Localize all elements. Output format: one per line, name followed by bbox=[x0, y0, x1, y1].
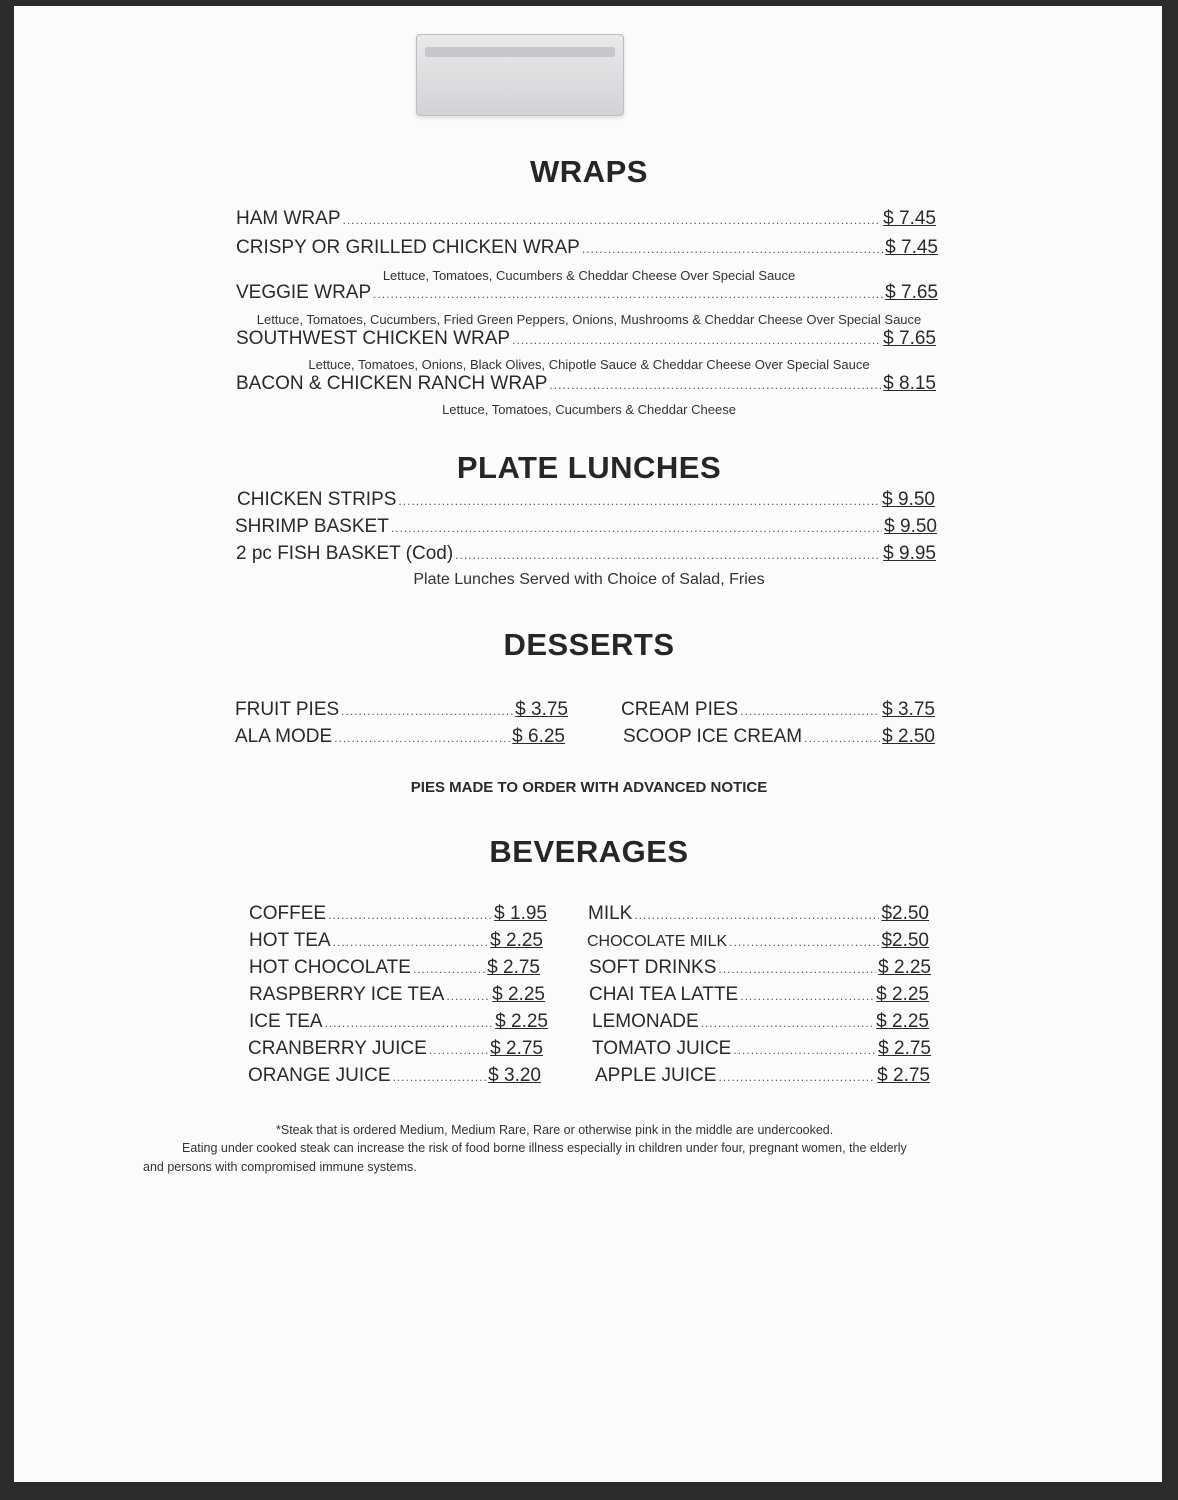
menu-item bbox=[249, 930, 543, 952]
item-name: CHICKEN STRIPS bbox=[237, 489, 397, 510]
item-price: $ 1.95 bbox=[494, 903, 547, 924]
menu-item bbox=[236, 373, 936, 395]
item-price: $ 3.20 bbox=[488, 1065, 541, 1086]
item-name: 2 pc FISH BASKET (Cod) bbox=[236, 543, 454, 564]
item-name: MILK bbox=[588, 903, 633, 924]
item-description: Lettuce, Tomatoes, Cucumbers & Cheddar Cheese bbox=[442, 402, 736, 417]
menu-item bbox=[589, 984, 929, 1006]
item-price: $ 7.45 bbox=[883, 208, 936, 229]
menu-item bbox=[235, 726, 565, 748]
item-name: HOT CHOCOLATE bbox=[249, 957, 411, 978]
menu-item bbox=[592, 1038, 931, 1060]
menu-holder-clip bbox=[416, 34, 624, 116]
item-price: $ 9.50 bbox=[884, 516, 937, 537]
item-price: $ 2.25 bbox=[495, 1011, 548, 1032]
plate-lunches-note: Plate Lunches Served with Choice of Salad, Fries bbox=[413, 571, 765, 588]
menu-item bbox=[235, 516, 937, 538]
menu-item bbox=[587, 930, 929, 952]
item-price: $ 2.75 bbox=[487, 957, 540, 978]
item-price: $ 7.65 bbox=[883, 328, 936, 349]
item-description: Lettuce, Tomatoes, Onions, Black Olives, Chipotle Sauce & Cheddar Cheese Over Special Sauce bbox=[308, 357, 870, 372]
item-price: $ 6.25 bbox=[512, 726, 565, 747]
menu-item bbox=[588, 903, 929, 925]
item-name: COFFEE bbox=[249, 903, 327, 924]
menu-item bbox=[249, 1011, 548, 1033]
wraps-heading: WRAPS bbox=[530, 154, 648, 189]
item-price: $ 2.25 bbox=[876, 984, 929, 1005]
item-name: HOT TEA bbox=[249, 930, 331, 951]
beverages-heading: BEVERAGES bbox=[489, 834, 689, 869]
item-price: $2.50 bbox=[881, 903, 929, 924]
menu-item bbox=[589, 957, 931, 979]
item-name: CRANBERRY JUICE bbox=[248, 1038, 427, 1059]
item-name: CHOCOLATE MILK bbox=[587, 933, 728, 950]
disclaimer-line-2: Eating under cooked steak can increase the risk of food borne illness especially in children under four, pregnant women, the elderly bbox=[182, 1141, 907, 1155]
menu-item bbox=[236, 328, 936, 350]
item-name: FRUIT PIES bbox=[235, 699, 340, 720]
item-price: $ 9.50 bbox=[882, 489, 935, 510]
item-description: Lettuce, Tomatoes, Cucumbers, Fried Green Peppers, Onions, Mushrooms & Cheddar Cheese Over Special Sauce bbox=[256, 312, 922, 327]
item-name: VEGGIE WRAP bbox=[236, 282, 372, 303]
item-name: SHRIMP BASKET bbox=[235, 516, 389, 537]
item-price: $ 2.75 bbox=[490, 1038, 543, 1059]
item-price: $ 7.65 bbox=[885, 282, 938, 303]
menu-item bbox=[236, 282, 938, 304]
item-name: ORANGE JUICE bbox=[248, 1065, 391, 1086]
disclaimer-line-3: and persons with compromised immune systems. bbox=[143, 1160, 417, 1174]
desserts-note: PIES MADE TO ORDER WITH ADVANCED NOTICE bbox=[410, 779, 768, 796]
menu-item bbox=[235, 699, 568, 721]
menu-item bbox=[236, 208, 936, 230]
item-name: ALA MODE bbox=[235, 726, 333, 747]
item-price: $ 2.25 bbox=[492, 984, 545, 1005]
item-price: $ 2.25 bbox=[876, 1011, 929, 1032]
item-price: $ 3.75 bbox=[515, 699, 568, 720]
item-price: $ 2.75 bbox=[877, 1065, 930, 1086]
menu-item bbox=[621, 699, 935, 721]
item-name: ICE TEA bbox=[249, 1011, 323, 1032]
menu-item bbox=[592, 1011, 929, 1033]
menu-item bbox=[249, 957, 540, 979]
item-name: CREAM PIES bbox=[621, 699, 739, 720]
item-price: $2.50 bbox=[881, 930, 929, 951]
menu-item bbox=[249, 984, 545, 1006]
menu-item bbox=[248, 1038, 543, 1060]
menu-item bbox=[248, 1065, 541, 1087]
desserts-heading: DESSERTS bbox=[503, 627, 675, 662]
item-price: $ 9.95 bbox=[883, 543, 936, 564]
item-price: $ 2.25 bbox=[878, 957, 931, 978]
menu-item bbox=[249, 903, 547, 925]
plate-lunches-heading: PLATE LUNCHES bbox=[456, 450, 722, 485]
menu-item bbox=[595, 1065, 930, 1087]
item-name: SOFT DRINKS bbox=[589, 957, 717, 978]
item-name: TOMATO JUICE bbox=[592, 1038, 732, 1059]
item-name: SCOOP ICE CREAM bbox=[623, 726, 803, 747]
menu-item bbox=[237, 489, 935, 511]
item-name: CRISPY OR GRILLED CHICKEN WRAP bbox=[236, 237, 580, 258]
disclaimer-line-1: *Steak that is ordered Medium, Medium Rare, Rare or otherwise pink in the middle are undercooked. bbox=[276, 1123, 834, 1137]
item-price: $ 3.75 bbox=[882, 699, 935, 720]
item-name: LEMONADE bbox=[592, 1011, 699, 1032]
item-price: $ 7.45 bbox=[885, 237, 938, 258]
menu-item bbox=[236, 543, 936, 565]
item-name: BACON & CHICKEN RANCH WRAP bbox=[236, 373, 548, 394]
item-description: Lettuce, Tomatoes, Cucumbers & Cheddar Cheese Over Special Sauce bbox=[382, 268, 796, 283]
item-name: SOUTHWEST CHICKEN WRAP bbox=[236, 328, 511, 349]
item-price: $ 2.50 bbox=[882, 726, 935, 747]
item-name: CHAI TEA LATTE bbox=[589, 984, 739, 1005]
item-name: HAM WRAP bbox=[236, 208, 341, 229]
item-price: $ 2.25 bbox=[490, 930, 543, 951]
item-name: RASPBERRY ICE TEA bbox=[249, 984, 445, 1005]
item-price: $ 8.15 bbox=[883, 373, 936, 394]
menu-item bbox=[623, 726, 935, 748]
item-price: $ 2.75 bbox=[878, 1038, 931, 1059]
menu-item bbox=[236, 237, 938, 259]
item-name: APPLE JUICE bbox=[595, 1065, 717, 1086]
